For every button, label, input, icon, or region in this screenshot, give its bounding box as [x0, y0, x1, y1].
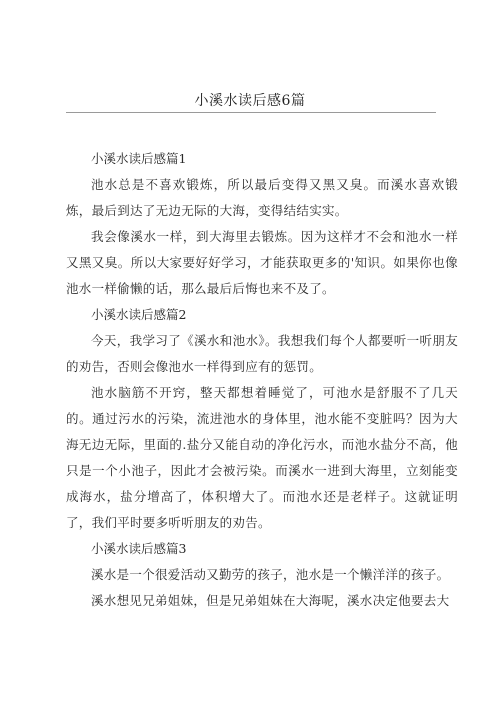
document-body [66, 146, 458, 614]
document-title: 小溪水读后感6篇 [194, 93, 306, 109]
section-heading: 小溪水读后感篇3 [91, 541, 187, 556]
paragraph: 我会像溪水一样，到大海里去锻炼。因为这样才不会和池水一样又黑又臭。所以大家要好好学习，才能获取更多的'知识。如果你也像池水一样偷懒的话，那么最后后悔也来不及了。 [66, 229, 458, 296]
paragraph: 池水总是不喜欢锻炼，所以最后变得又黑又臭。而溪水喜欢锻炼，最后到达了无边无际的大海，变得结结实实。 [66, 177, 458, 218]
title-divider [66, 112, 436, 113]
paragraph: 溪水是一个很爱活动又勤劳的孩子，池水是一个懒洋洋的孩子。 [91, 567, 450, 582]
paragraph: 溪水想见兄弟姐妹，但是兄弟姐妹在大海呢，溪水决定他要去大 [91, 593, 450, 608]
section-heading: 小溪水读后感篇2 [91, 307, 187, 322]
section-heading: 小溪水读后感篇1 [91, 151, 187, 166]
paragraph: 今天，我学习了《溪水和池水》。我想我们每个人都要听一听朋友的劝告，否则会像池水一样得到应有的惩罚。 [66, 333, 458, 374]
paragraph: 池水脑筋不开窍，整天都想着睡觉了，可池水是舒服不了几天的。通过污水的污染，流进池水的身体里，池水能不变脏吗？因为大海无边无际，里面的.盐分又能自动的净化污水，而池水盐分不高，他只是一个小池子，因此才会被污染。而溪水一进到大海里，立刻能变成海水，盐分增高了，体积增大了。而池水还是老样子。这就证明了，我们平时要多听听朋友的劝告。 [66, 385, 458, 530]
